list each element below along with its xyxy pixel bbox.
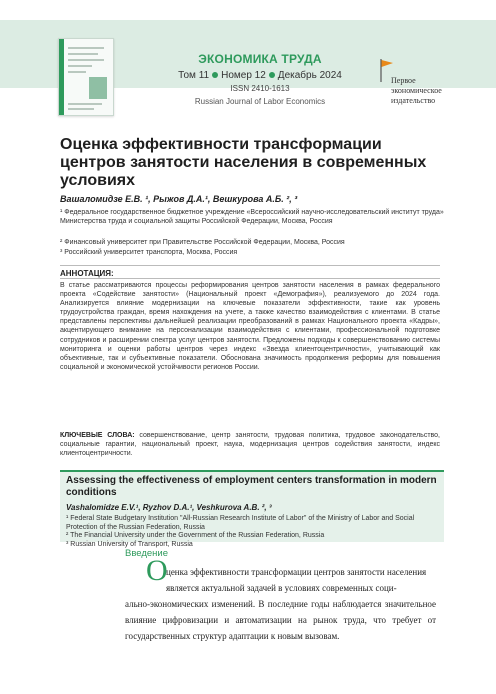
section-heading: Введение [125,548,169,559]
bullet-dot-icon [269,72,275,78]
affiliation-3: ³ Российский университет транспорта, Москва, Россия [60,249,238,256]
bullet-dot-icon [212,72,218,78]
issue-number: Номер 12 [221,70,266,81]
abstract-heading: АННОТАЦИЯ: [60,269,114,278]
english-affiliation-1: ¹ Federal State Budgetary Institution "All-Russian Research Institute of Labor" of the Ministry of Labor and Social Protection of the Russian Federation, Russia [66,515,415,531]
article-authors: Вашаломидзе Е.В. ¹, Рыжов Д.А.¹, Вешкурова А.Б. ², ³ [60,194,298,204]
volume: Том 11 [178,70,210,81]
divider [60,278,440,279]
journal-english-name: Russian Journal of Labor Economics [194,97,326,106]
keywords-text: совершенствование, центр занятости, трудовая политика, трудовое законодательство, социальные гарантии, национальный проект, наука, модернизация центров содействия занятости, индекс клиентоцентричности. [60,432,441,458]
publisher-name: Первое экономическое издательство [391,76,442,105]
issn: ISSN 2410-1613 [230,84,290,93]
issue-date: Декабрь 2024 [277,70,342,81]
drop-cap: О [146,554,168,587]
affiliation-1: ¹ Федеральное государственное бюджетное учреждение «Всероссийский научно-исследовательский институт труда» Министерства труда и социальной защиты Российской Федерации, Москва, Россия [60,209,444,225]
intro-first-lines: ценка эффективности трансформации центров занятости населения является актуальной задачей в условиях современных соци- [166,567,427,593]
abstract-text: В статье рассматриваются процессы реформирования центров занятости населения в рамках федерального проекта «Содействие занятости» (Национальный проект «Демография»), реализуемого до 2024 года. Анализируется влияние модернизации на ключевые показатели эффективности, такие как уровень трудоустройства граждан, время нахождения на учете, а также качество взаимодействия с клиентами. В статье представлены перспективы дальнейшей реализации преобразований в рамках Национального проекта «Кадры», акцентирующего внимание на персонализации взаимодействия с клиентами, профессиональной подготовке сотрудников и расширении спектра услуг центров занятости. Предложены подходы к совершенствованию системы мониторинга и оценки работы центров через индекс «Звезда клиентоцентричности», учитывающий как объективные, так и субъективные показатели. Обоснована значимость продолжения реформы для повышения социальной и экономической устойчивости регионов России. [60,282,440,371]
english-affiliation-3: ³ Russian University of Transport, Russia [66,541,193,548]
keywords [60,431,440,458]
english-authors: Vashalomidze E.V.¹, Ryzhov D.A.¹, Veshkurova A.B. ², ³ [66,503,272,512]
english-affiliation-2: ² The Financial University under the Government of the Russian Federation, Russia [66,532,325,539]
intro-paragraph: ально-экономических изменений. В последние годы наблюдается значительное влияние цифровизации и автоматизации на рынок труда, что требует от государственных структур адаптации к новым вызовам. [125,599,436,641]
affiliation-2: ² Финансовый университет при Правительстве Российской Федерации, Москва, Россия [60,239,345,246]
english-title: Assessing the effectiveness of employment centers transformation in modern conditions [66,475,437,498]
article-title: Оценка эффективности трансформации центров занятости населения в современных условиях [60,136,427,189]
journal-cover-thumbnail [58,38,114,116]
journal-title: ЭКОНОМИКА ТРУДА [198,52,322,66]
keywords-label: КЛЮЧЕВЫЕ СЛОВА: [60,432,135,439]
issue-info [150,70,370,81]
divider [60,265,440,266]
